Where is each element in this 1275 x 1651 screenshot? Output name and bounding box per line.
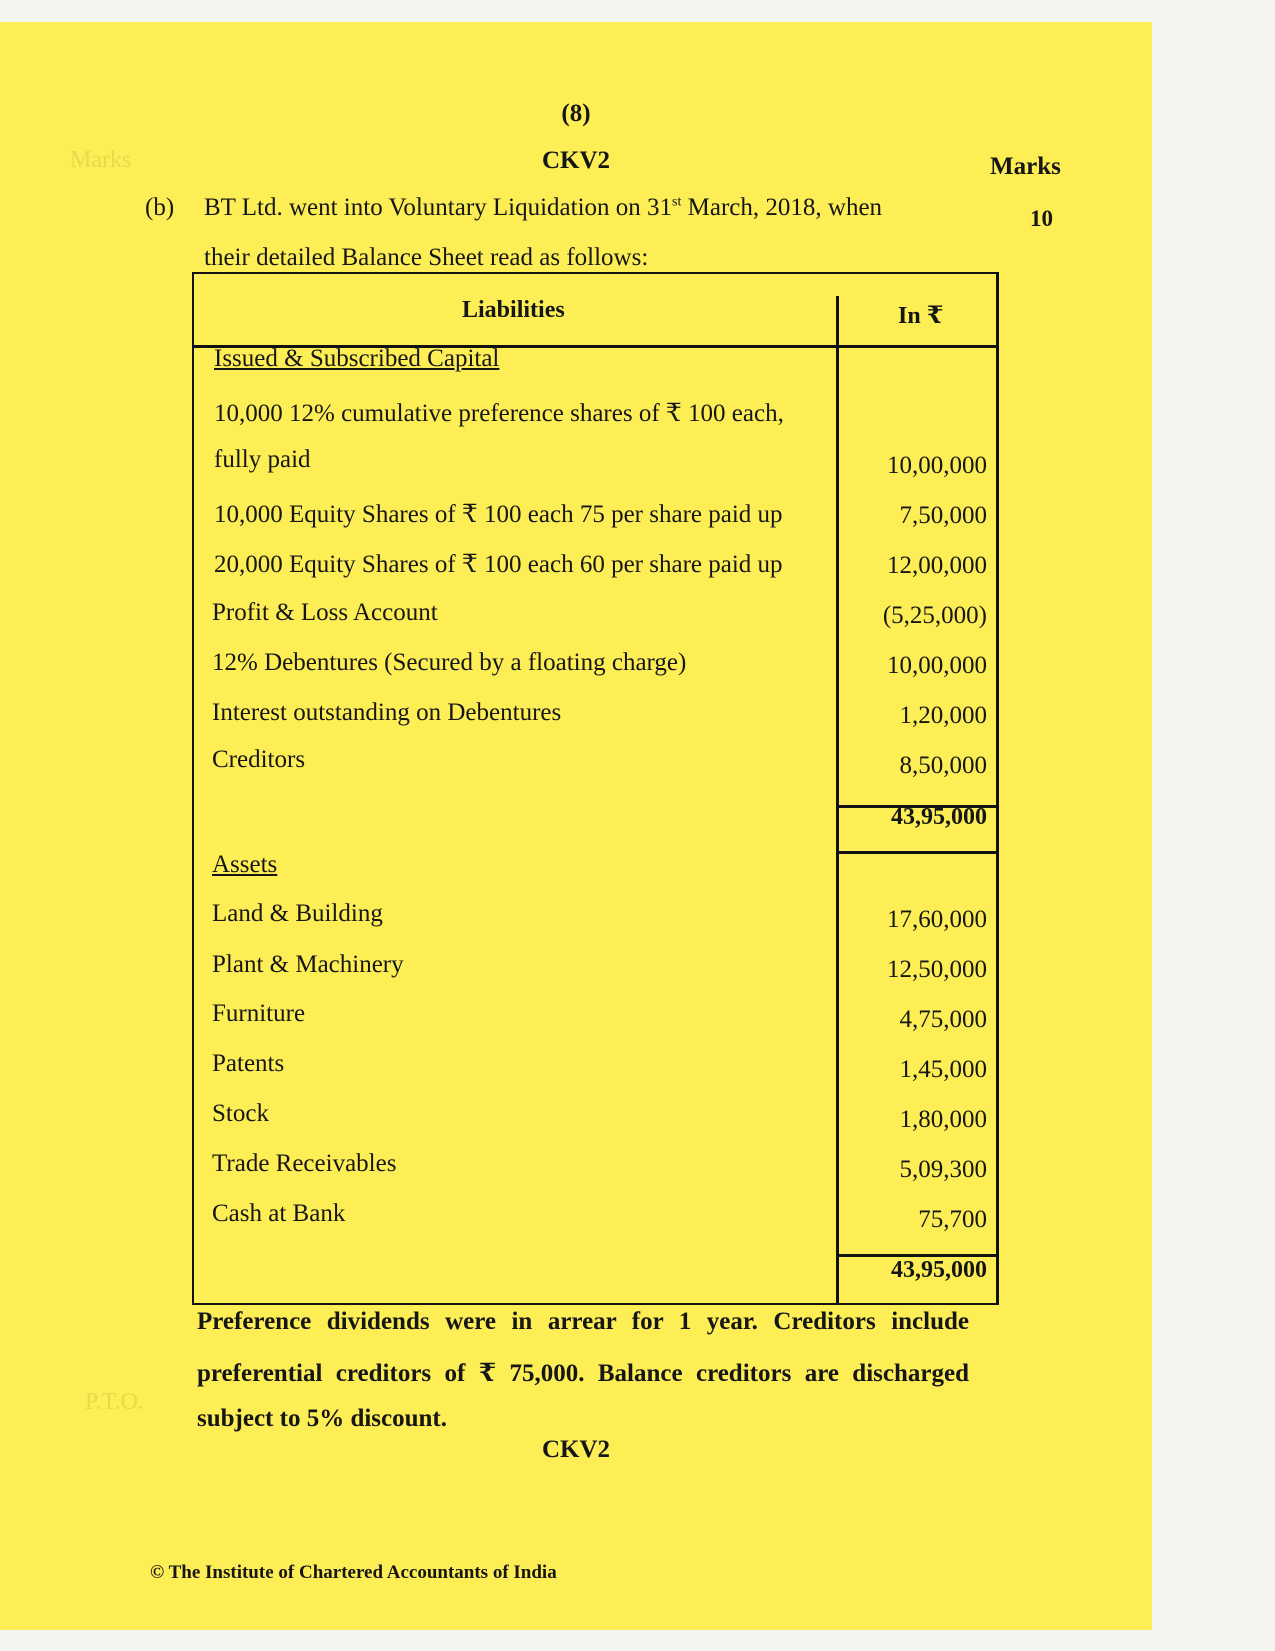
amount-column-divider [836,296,839,1305]
question-line-1 [204,194,882,222]
copyright-notice: © The Institute of Chartered Accountants of India [150,1562,557,1583]
liabilities-column-header: Liabilities [462,297,565,323]
show-through-text: P.T.O. [85,1389,144,1415]
liability-amount: (5,25,000) [882,602,987,629]
liability-amount: 10,00,000 [887,652,987,679]
marks-heading: Marks [990,153,1061,180]
asset-label: Land & Building [212,900,383,927]
liabilities-section-heading: Issued & Subscribed Capital [214,345,500,372]
show-through-text: Marks [70,147,132,173]
liability-label: Profit & Loss Account [212,599,438,626]
asset-label: Stock [212,1100,269,1127]
liability-amount: 1,20,000 [899,702,987,729]
asset-label: Patents [212,1050,285,1077]
asset-label: Plant & Machinery [212,951,404,978]
amount-column-header: In ₹ [898,303,944,329]
liability-label: 20,000 Equity Shares of ₹ 100 each 60 per share paid up [214,551,783,578]
asset-amount: 5,09,300 [899,1156,987,1183]
liability-label: Interest outstanding on Debentures [212,699,562,726]
assets-total: 43,95,000 [891,1257,987,1283]
asset-label: Trade Receivables [212,1150,397,1177]
liability-amount: 8,50,000 [899,752,987,779]
asset-amount: 12,50,000 [887,956,987,983]
asset-amount: 75,700 [918,1206,987,1233]
question-line-2: their detailed Balance Sheet read as follows: [204,244,649,271]
ordinal-suffix: st [672,194,682,210]
liability-label: 12% Debentures (Secured by a floating charge) [212,649,687,676]
question-marks: 10 [1030,206,1053,231]
page-number: (8) [561,100,591,127]
note-line-2: preferential creditors of ₹ 75,000. Balance creditors are discharged [197,1360,969,1387]
liability-label: Creditors [212,746,306,773]
liability-amount: 10,00,000 [887,452,987,479]
liability-label: 10,000 Equity Shares of ₹ 100 each 75 per share paid up [214,501,783,528]
question-line-1-rest: March, 2018, when [681,194,883,221]
liabilities-total-rule-bottom [836,851,999,854]
assets-section-heading: Assets [212,851,278,878]
liability-label-continued: fully paid [214,446,311,473]
liability-label: 10,000 12% cumulative preference shares of ₹ 100 each, [214,400,784,427]
paper-code-bottom: CKV2 [541,1436,611,1463]
asset-amount: 1,80,000 [899,1106,987,1133]
asset-amount: 17,60,000 [887,906,987,933]
note-line-3: subject to 5% discount. [197,1405,448,1432]
asset-amount: 4,75,000 [899,1006,987,1033]
asset-amount: 1,45,000 [899,1056,987,1083]
liability-amount: 7,50,000 [899,502,987,529]
liability-amount: 12,00,000 [887,552,987,579]
note-line-1: Preference dividends were in arrear for 1 year. Creditors include [197,1308,969,1335]
question-label: (b) [145,194,175,221]
asset-label: Cash at Bank [212,1200,346,1227]
liabilities-total: 43,95,000 [891,804,987,830]
asset-label: Furniture [212,1000,306,1027]
question-line-1-text: BT Ltd. went into Voluntary Liquidation on 31 [204,194,673,221]
paper-code-top: CKV2 [541,147,611,174]
